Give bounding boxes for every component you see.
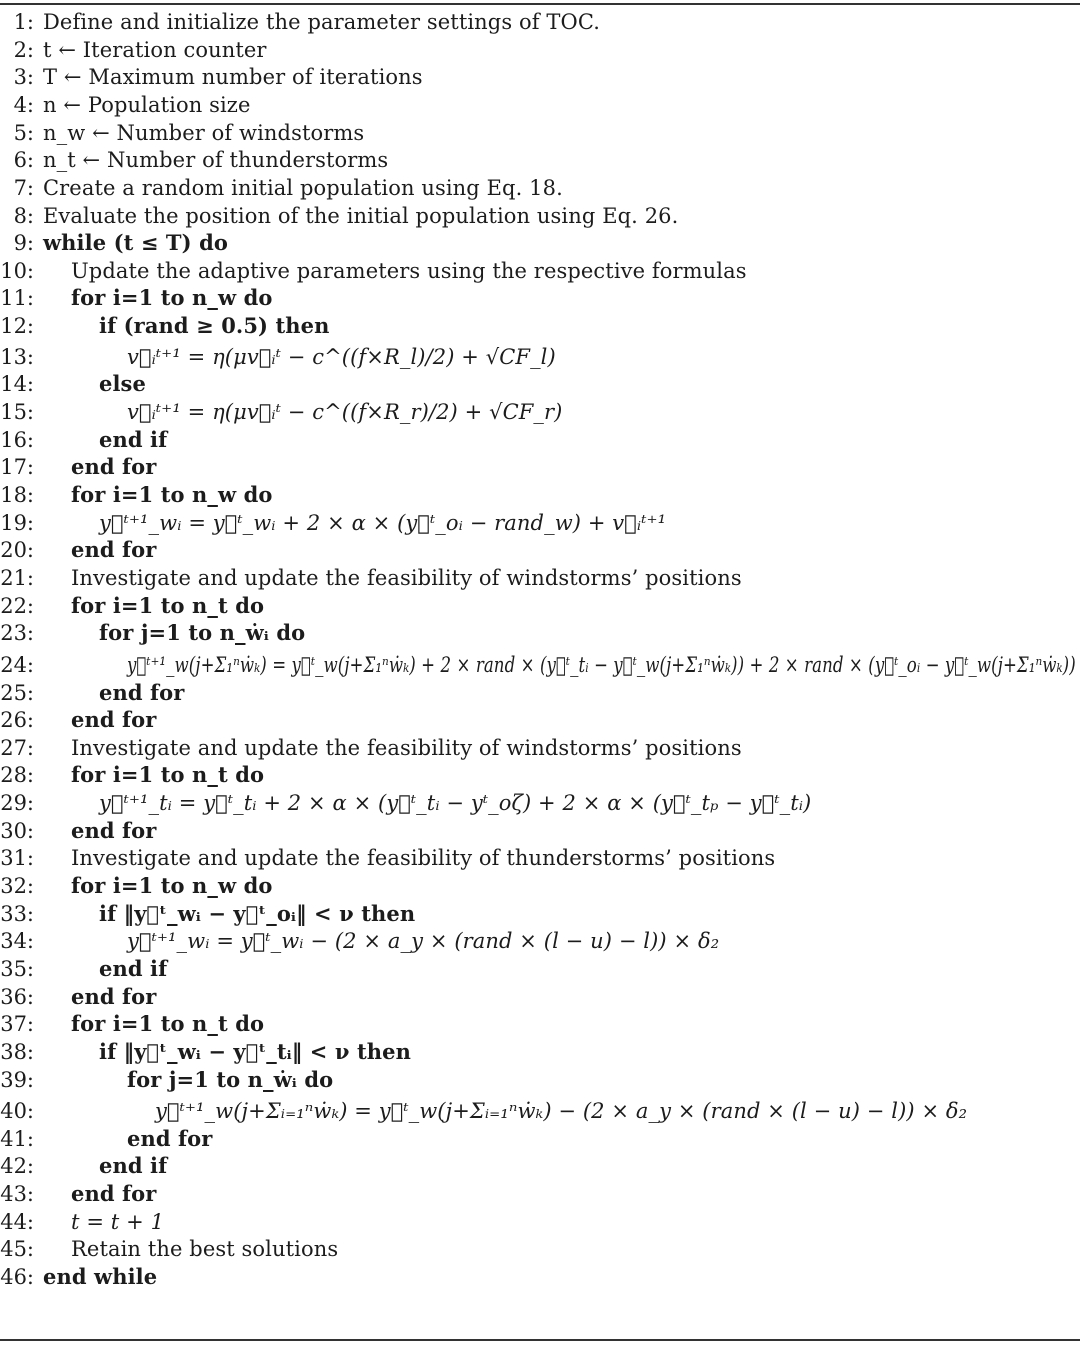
line-text: for i=1 to n_w do [71, 482, 273, 507]
algorithm-line [0, 1010, 1080, 1038]
algorithm-line [0, 312, 1080, 340]
line-number: 14: [0, 372, 34, 396]
line-number: 25: [0, 681, 34, 705]
algorithm-line [0, 1235, 1080, 1263]
line-text: end for [71, 537, 157, 562]
algorithm-line [0, 146, 1080, 174]
line-text: if ‖y⃗ᵗ_wᵢ − y⃗ᵗ_oᵢ‖ < ν then [99, 901, 416, 926]
line-number: 21: [0, 566, 34, 590]
algorithm-line [0, 481, 1080, 509]
line-number: 19: [0, 511, 34, 535]
line-number: 42: [0, 1154, 34, 1178]
line-text: n ← Population size [43, 93, 251, 117]
line-text: T ← Maximum number of iterations [43, 65, 423, 89]
line-text: while (t ≤ T) do [43, 230, 228, 255]
algorithm-line [0, 1208, 1080, 1236]
line-text: end for [71, 984, 157, 1009]
line-text: Retain the best solutions [71, 1237, 339, 1261]
algorithm-line [0, 619, 1080, 647]
algorithm-line [0, 983, 1080, 1011]
line-number: 45: [0, 1237, 34, 1261]
line-text: end if [99, 956, 168, 981]
bottom-rule [0, 1339, 1080, 1341]
algorithm-line [0, 900, 1080, 928]
algorithm-line [0, 1263, 1080, 1291]
line-number: 24: [0, 653, 34, 677]
algorithm-line [0, 398, 1080, 426]
algorithm-line [0, 91, 1080, 119]
line-number: 3: [13, 65, 34, 89]
line-text: if ‖y⃗ᵗ_wᵢ − y⃗ᵗ_tᵢ‖ < ν then [99, 1039, 411, 1064]
line-text: y⃗ᵗ⁺¹_w(j+Σᵢ₌₁ⁿẇₖ) = y⃗ᵗ_w(j+Σᵢ₌₁ⁿẇₖ) − (2 × a_y × (rand × (l − u) − l)) × δ₂ [155, 1099, 968, 1123]
algorithm-line [0, 817, 1080, 845]
line-text: if (rand ≥ 0.5) then [99, 313, 330, 338]
line-number: 36: [0, 985, 34, 1009]
algorithm-line [0, 453, 1080, 481]
line-text: end if [99, 427, 168, 452]
algorithm-line [0, 651, 1080, 679]
algorithm-line [0, 63, 1080, 91]
algorithm-line [0, 8, 1080, 36]
line-text: for i=1 to n_w do [71, 873, 273, 898]
line-text: Investigate and update the feasibility of windstorms’ positions [71, 566, 742, 590]
line-number: 7: [13, 176, 34, 200]
line-text: end for [71, 1181, 157, 1206]
line-number: 4: [13, 93, 34, 117]
line-text: end for [127, 1126, 213, 1151]
line-number: 40: [0, 1099, 34, 1123]
line-text: Investigate and update the feasibility of windstorms’ positions [71, 736, 742, 760]
algorithm-line [0, 1097, 1080, 1125]
algorithm-line [0, 706, 1080, 734]
line-text: end for [99, 680, 185, 705]
line-number: 34: [0, 929, 34, 953]
line-text: for i=1 to n_w do [71, 285, 273, 310]
line-number: 37: [0, 1012, 34, 1036]
line-number: 12: [0, 314, 34, 338]
line-number: 43: [0, 1182, 34, 1206]
line-text: v⃗ᵢᵗ⁺¹ = η(μv⃗ᵢᵗ − c^((f×R_r)/2) + √CF_r) [127, 400, 563, 424]
algorithm-line [0, 202, 1080, 230]
line-text: for j=1 to n_ẇᵢ do [127, 1067, 334, 1092]
line-text: for i=1 to n_t do [71, 1011, 265, 1036]
line-number: 11: [0, 286, 34, 310]
line-number: 2: [13, 38, 34, 62]
line-number: 33: [0, 902, 34, 926]
algorithm-line [0, 955, 1080, 983]
line-text: end while [43, 1264, 158, 1289]
line-number: 17: [0, 455, 34, 479]
algorithm-line [0, 844, 1080, 872]
line-text: y⃗ᵗ⁺¹_tᵢ = y⃗ᵗ_tᵢ + 2 × α × (y⃗ᵗ_tᵢ − yᵗ_oζ) + 2 × α × (y⃗ᵗ_tₚ − y⃗ᵗ_tᵢ) [99, 791, 812, 815]
line-text: Define and initialize the parameter settings of TOC. [43, 10, 601, 34]
line-number: 9: [13, 231, 34, 255]
line-number: 30: [0, 819, 34, 843]
line-number: 18: [0, 483, 34, 507]
line-text: t ← Iteration counter [43, 38, 267, 62]
line-number: 16: [0, 428, 34, 452]
line-number: 8: [13, 204, 34, 228]
line-text: end for [71, 454, 157, 479]
algorithm-line [0, 343, 1080, 371]
algorithm-line [0, 36, 1080, 64]
line-number: 6: [13, 148, 34, 172]
line-number: 39: [0, 1068, 34, 1092]
algorithm-line [0, 536, 1080, 564]
line-text: y⃗ᵗ⁺¹_wᵢ = y⃗ᵗ_wᵢ − (2 × a_y × (rand × (l − u) − l)) × δ₂ [127, 929, 720, 953]
algorithm-line [0, 1038, 1080, 1066]
line-text: v⃗ᵢᵗ⁺¹ = η(μv⃗ᵢᵗ − c^((f×R_l)/2) + √CF_l) [127, 345, 556, 369]
line-text: end for [71, 707, 157, 732]
algorithm-line [0, 426, 1080, 454]
line-number: 22: [0, 594, 34, 618]
line-number: 10: [0, 259, 34, 283]
line-text: n_w ← Number of windstorms [43, 121, 365, 145]
line-number: 26: [0, 708, 34, 732]
line-number: 31: [0, 846, 34, 870]
algorithm-line [0, 679, 1080, 707]
line-number: 35: [0, 957, 34, 981]
line-number: 20: [0, 538, 34, 562]
line-number: 32: [0, 874, 34, 898]
line-number: 29: [0, 791, 34, 815]
line-number: 44: [0, 1210, 34, 1234]
algorithm-line [0, 1180, 1080, 1208]
line-number: 27: [0, 736, 34, 760]
algorithm-line [0, 1125, 1080, 1153]
line-text: t = t + 1 [71, 1210, 165, 1234]
algorithm-line [0, 284, 1080, 312]
line-number: 23: [0, 621, 34, 645]
algorithm-line [0, 119, 1080, 147]
line-number: 41: [0, 1127, 34, 1151]
algorithm-line [0, 1066, 1080, 1094]
line-text: Investigate and update the feasibility of thunderstorms’ positions [71, 846, 776, 870]
line-number: 5: [13, 121, 34, 145]
algorithm-line [0, 761, 1080, 789]
line-text: Update the adaptive parameters using the respective formulas [71, 259, 747, 283]
line-text: y⃗ᵗ⁺¹_wᵢ = y⃗ᵗ_wᵢ + 2 × α × (y⃗ᵗ_oᵢ − rand_w) + v⃗ᵢᵗ⁺¹ [99, 511, 667, 535]
line-text: for i=1 to n_t do [71, 762, 265, 787]
algorithm-line [0, 174, 1080, 202]
line-text: for j=1 to n_ẇᵢ do [99, 620, 306, 645]
algorithm-line [0, 872, 1080, 900]
algorithm-line [0, 564, 1080, 592]
line-text: Create a random initial population using Eq. 18. [43, 176, 563, 200]
algorithm-line [0, 592, 1080, 620]
line-text: y⃗ᵗ⁺¹_w(j+Σ₁ⁿẇₖ) = y⃗ᵗ_w(j+Σ₁ⁿẇₖ) + 2 × rand × (y⃗ᵗ_tᵢ − y⃗ᵗ_w(j+Σ₁ⁿẇₖ)) + 2 × rand × (y⃗ᵗ_oᵢ − y⃗ᵗ_w(j+Σ₁ⁿẇₖ)) [127, 653, 1076, 677]
algorithm-line [0, 509, 1080, 537]
line-text: else [99, 371, 146, 396]
line-number: 1: [13, 10, 34, 34]
algorithm-line [0, 1152, 1080, 1180]
line-number: 15: [0, 400, 34, 424]
line-number: 46: [0, 1265, 34, 1289]
algorithm-line [0, 257, 1080, 285]
line-text: n_t ← Number of thunderstorms [43, 148, 389, 172]
algorithm-line [0, 789, 1080, 817]
algorithm-line [0, 229, 1080, 257]
algorithm-line [0, 370, 1080, 398]
line-number: 13: [0, 345, 34, 369]
line-text: for i=1 to n_t do [71, 593, 265, 618]
algorithm-line [0, 927, 1080, 955]
line-number: 38: [0, 1040, 34, 1064]
line-text: Evaluate the position of the initial population using Eq. 26. [43, 204, 679, 228]
line-text: end for [71, 818, 157, 843]
line-text: end if [99, 1153, 168, 1178]
algorithm-line [0, 734, 1080, 762]
line-number: 28: [0, 763, 34, 787]
